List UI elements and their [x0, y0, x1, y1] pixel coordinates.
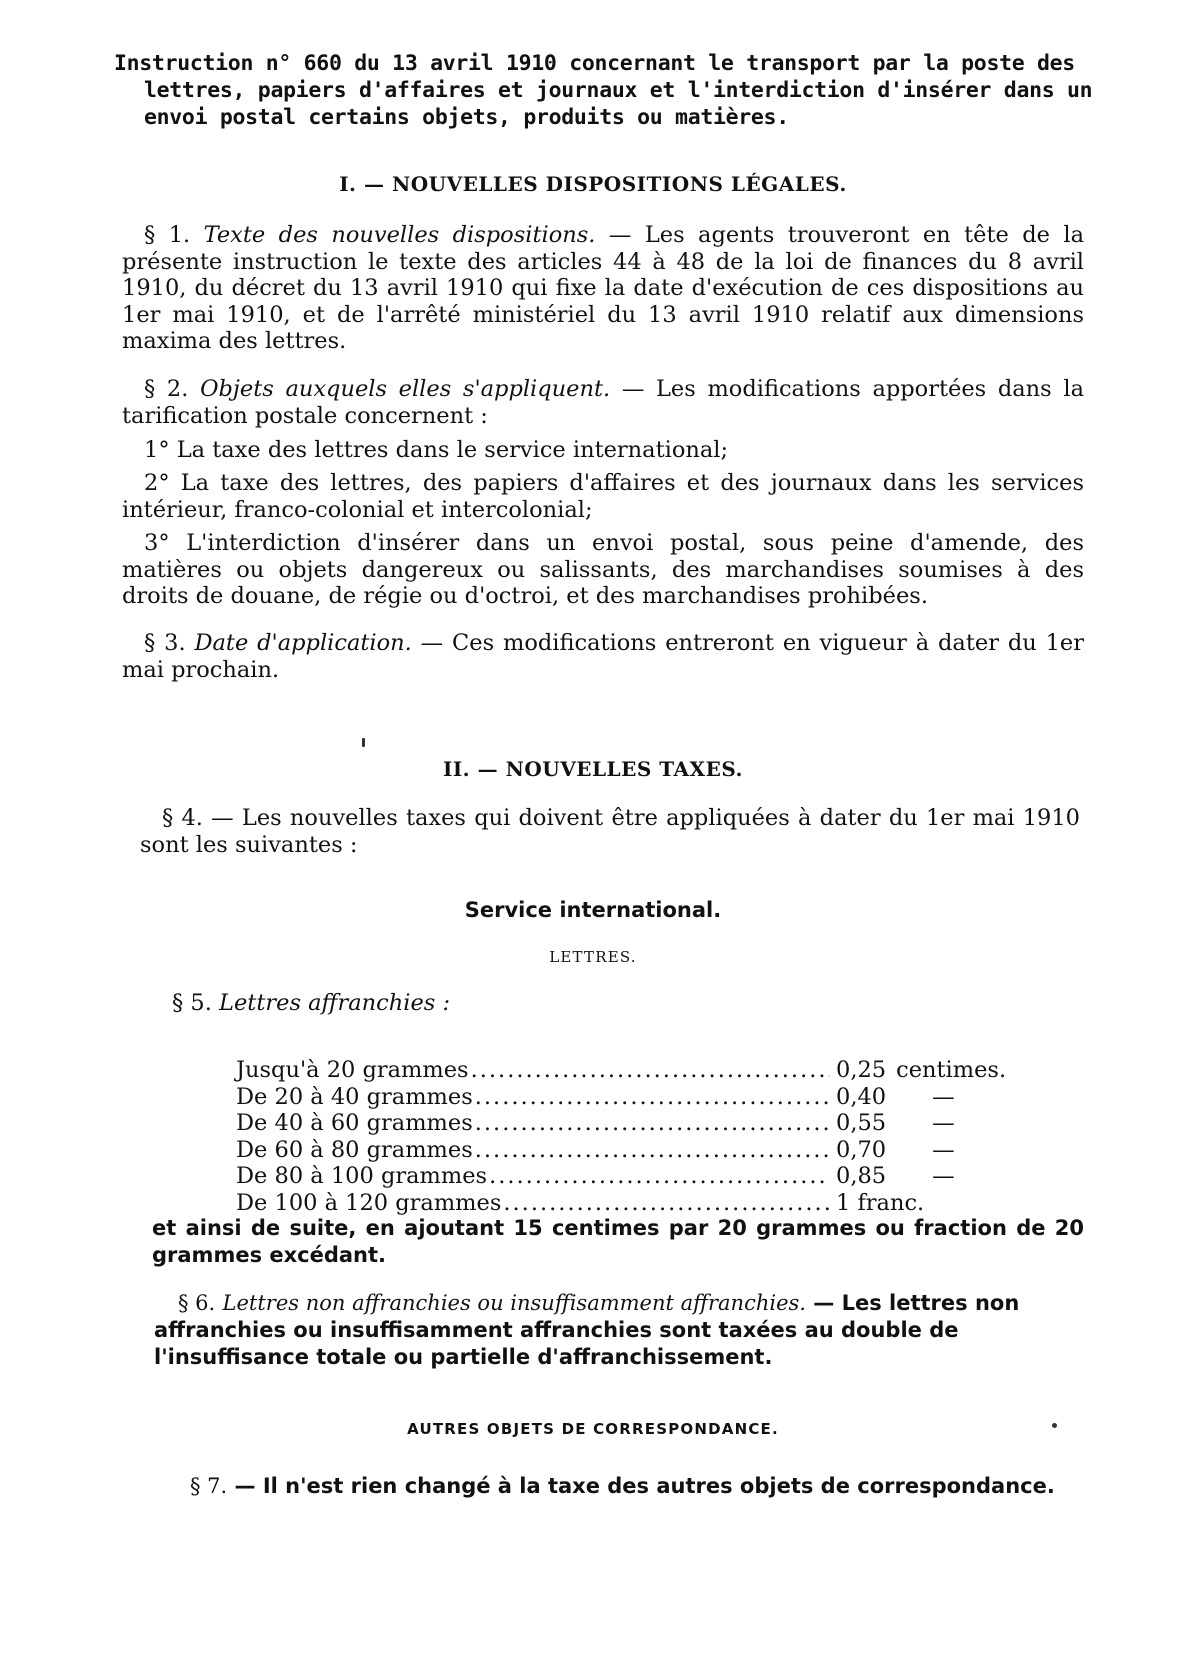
paragraph-caption: Lettres non affranchies ou insuffisamment affranchies.	[222, 1291, 806, 1315]
table-row	[236, 1084, 1036, 1111]
rate-value	[836, 1057, 1036, 1084]
list-item: 2° La taxe des lettres, des papiers d'affaires et des journaux dans les services intérieur, franco-colonial et intercolonial;	[122, 470, 1084, 523]
rate-label: De 40 à 60 grammes	[236, 1110, 473, 1136]
section-ref: § 5.	[172, 990, 212, 1016]
list-item: 3° L'interdiction d'insérer dans un envoi postal, sous peine d'amende, des matières ou objets dangereux ou salissants, des marchandises soumises à des droits de douane, de régie ou d'octroi, et des marchandises prohibées.	[122, 530, 1084, 609]
section-ref: § 3.	[144, 630, 186, 656]
rate-unit: —	[932, 1083, 955, 1110]
table-row	[236, 1163, 1036, 1190]
table-row	[236, 1110, 1036, 1137]
after-rates-text: et ainsi de suite, en ajoutant 15 centimes par 20 grammes ou fraction de 20 grammes excédant.	[152, 1216, 1084, 1267]
dot-leader	[475, 1110, 830, 1137]
section-ref: § 7.	[190, 1474, 228, 1498]
paragraph-4: § 4. — Les nouvelles taxes qui doivent être appliquées à dater du 1er mai 1910 sont les suivantes :	[140, 805, 1080, 858]
section-heading-taxes: II. — NOUVELLES TAXES.	[442, 757, 744, 781]
paragraph-text: — Les agents trouveront en tête de la présente instruction le texte des articles 44 à 48 de la loi de finances du 8 avril 1910, du décret du 13 avril 1910 qui fixe la date d'exécution de ces dispositions au 1er mai 1910, et de l'arrêté ministériel du 13 avril 1910 relatif aux dimensions maxima des lettres.	[122, 222, 1085, 354]
scan-speck	[1052, 1423, 1057, 1428]
rate-value	[836, 1163, 1036, 1190]
document-title: Instruction n° 660 du 13 avril 1910 concernant le transport par la poste des lettres, papiers d'affaires et journaux et l'interdiction d'insérer dans un envoi postal certains objets, produits ou matières.	[114, 51, 1093, 130]
rate-label: De 20 à 40 grammes	[236, 1083, 473, 1110]
rate-amount: 0,40	[836, 1083, 887, 1110]
rate-label: De 80 à 100 grammes	[236, 1163, 488, 1189]
dot-leader	[471, 1057, 830, 1084]
section-ref: § 1.	[144, 222, 191, 248]
paragraph-caption: Objets auxquels elles s'appliquent.	[200, 376, 611, 402]
other-objects-heading: AUTRES OBJETS DE CORRESPONDANCE.	[407, 1420, 779, 1438]
table-row	[236, 1057, 1036, 1084]
dot-leader	[475, 1137, 830, 1164]
paragraph-7	[190, 1474, 1090, 1498]
rate-amount: 0,70	[836, 1136, 887, 1163]
rate-value	[836, 1084, 1036, 1111]
rate-amount: 0,55	[836, 1110, 887, 1136]
paragraph-caption: Date d'application.	[194, 630, 412, 656]
list-item: 1° La taxe des lettres dans le service international;	[144, 437, 729, 463]
paragraph-caption: Lettres affranchies :	[219, 990, 451, 1016]
section-ref: § 2.	[144, 376, 189, 402]
rate-label: De 60 à 80 grammes	[236, 1136, 473, 1163]
paragraph-text: — Les lettres non affranchies ou insuffisamment affranchies sont taxées au double de l'insuffisance totale ou partielle d'affranchissement.	[154, 1291, 1020, 1369]
rate-value	[836, 1190, 1036, 1217]
section-heading-legal: I. — NOUVELLES DISPOSITIONS LÉGALES.	[339, 172, 847, 196]
dot-leader	[475, 1084, 830, 1111]
paragraph-caption: Texte des nouvelles dispositions.	[203, 222, 596, 248]
rate-label: Jusqu'à 20 grammes	[236, 1057, 469, 1083]
rate-label: De 100 à 120 grammes	[236, 1189, 502, 1216]
rate-unit: centimes.	[896, 1057, 1007, 1083]
rate-unit: —	[932, 1136, 955, 1163]
scan-speck	[362, 738, 365, 747]
section-ref: § 6.	[178, 1291, 216, 1315]
rate-table	[236, 1057, 1036, 1216]
dot-leader	[503, 1190, 830, 1217]
table-row	[236, 1137, 1036, 1164]
rate-amount: 0,85	[836, 1163, 887, 1189]
paragraph-text: — Les modifications apportées dans la tarification postale concernent :	[122, 376, 1084, 429]
rate-amount: 0,25	[836, 1057, 887, 1083]
paragraph-text: — Il n'est rien changé à la taxe des autres objets de correspondance.	[227, 1474, 1055, 1498]
rate-amount: 1 franc.	[836, 1189, 925, 1216]
paragraph-1	[122, 222, 1084, 355]
service-heading: Service international.	[464, 898, 722, 922]
rate-unit: —	[932, 1110, 955, 1136]
table-row	[236, 1190, 1036, 1217]
paragraph-5	[172, 990, 1134, 1017]
letters-heading: LETTRES.	[549, 948, 637, 966]
dot-leader	[489, 1163, 830, 1190]
rate-value	[836, 1110, 1036, 1137]
paragraph-text: — Ces modifications entreront en vigueur à dater du 1er mai prochain.	[122, 630, 1084, 683]
rate-unit: —	[932, 1163, 955, 1189]
paragraph-2	[122, 376, 1084, 429]
paragraph-6	[154, 1290, 1086, 1371]
rate-value	[836, 1137, 1036, 1164]
paragraph-3	[122, 630, 1084, 683]
